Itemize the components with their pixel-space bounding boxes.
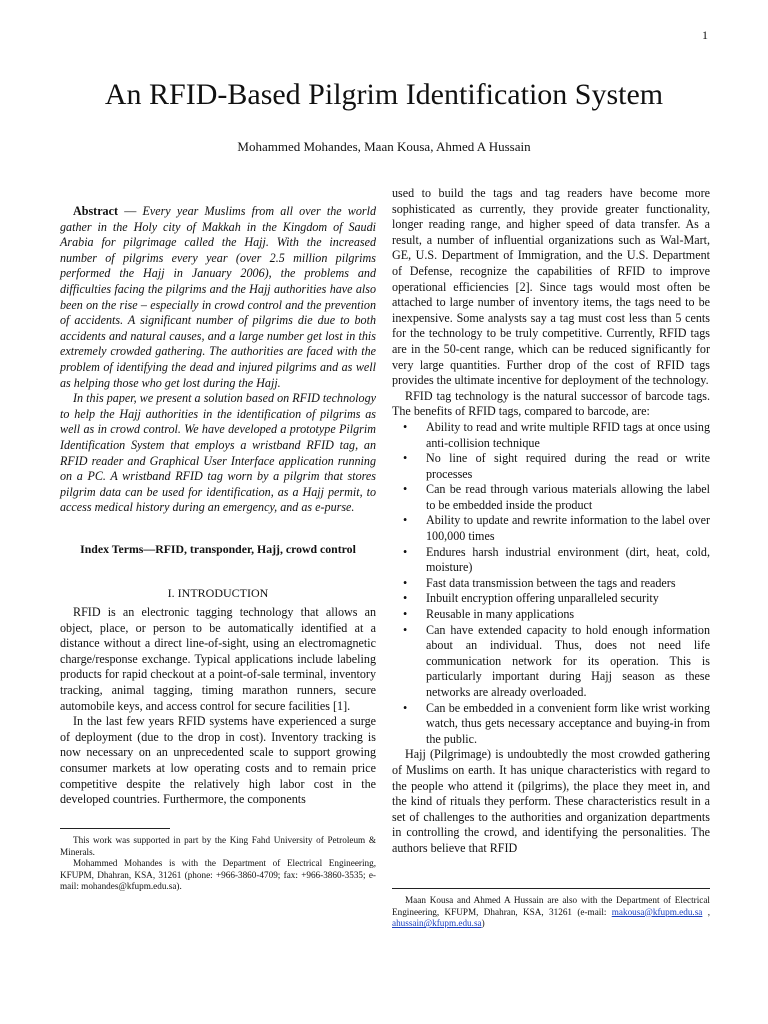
- list-item: • Fast data transmission between the tags and readers: [392, 576, 710, 592]
- footnote-right: [392, 895, 710, 930]
- list-item: • Endures harsh industrial environment (dirt, heat, cold, moisture): [392, 545, 710, 576]
- list-item: • Ability to update and rewrite information to the label over 100,000 times: [392, 513, 710, 544]
- abstract-text-1: Every year Muslims from all over the world gather in the Holy city of Makkah in the Kingdom of Saudi Arabia for pilgrimage called the Hajj. With the increased number of pilgrims every year (over 2.5 million pilgrims performed the Hajj in January 2006), the problems and difficulties facing the pilgrims and the Hajj authorities have also been on the rise – especially in crowd control and the prevention of accidents. A significant number of pilgrims die due to both accidents and natural causes, and a large number get lost in this extremely crowded gathering. The authorities are faced with the problem of identifying the dead and injured pilgrims and as well as helping those who get lost during the Hajj.: [60, 204, 377, 390]
- footnote-authors-2-3: [392, 895, 710, 930]
- abstract-dash: —: [118, 204, 143, 218]
- email-link-2[interactable]: ahussain@kfupm.edu.sa: [392, 918, 482, 929]
- footnote-left: [60, 835, 376, 893]
- abstract-lead: Abstract: [73, 204, 119, 218]
- abstract-paragraph-1: [60, 204, 376, 391]
- list-item: • Can have extended capacity to hold enough information about an individual. Thus, does not need life communication network for its operation. This is particularly important during Hajj season as these networks are already overloaded.: [392, 623, 710, 701]
- email-separator: ,: [702, 906, 710, 917]
- list-item: • Inbuilt encryption offering unparalleled security: [392, 591, 710, 607]
- intro-paragraph-2: In the last few years RFID systems have experienced a surge of deployment (due to the drop in cost). Inventory tracking is now necessary on an unprecedented scale to support growing consumer markets at low operating costs and to remain price competitive despite the relatively high labor cost in the developed countries. Furthermore, the components: [60, 714, 376, 807]
- right-paragraph-3: Hajj (Pilgrimage) is undoubtedly the most crowded gathering of Muslims on earth. It has unique characteristics with regard to the people who attend it (pilgrims), the place they meet in, and the kind of rituals they perform. These characteristics result in a set of challenges to the authorities and organization departments in controlling the crowd, and identifying the personalities. The authors believe that RFID: [392, 747, 710, 855]
- page-number: 1: [702, 28, 708, 42]
- right-column: [392, 186, 710, 857]
- footnote-support: This work was supported in part by the King Fahd University of Petroleum & Minerals.: [60, 835, 376, 857]
- footnote-rule-right: [392, 888, 710, 889]
- index-terms: Index Terms—RFID, transponder, Hajj, crowd control: [80, 542, 356, 556]
- footnote-rule-left: [60, 828, 170, 829]
- introduction: [60, 605, 376, 808]
- paper-title: An RFID-Based Pilgrim Identification System: [104, 78, 664, 111]
- footnote-right-text: Maan Kousa and Ahmed A Hussain are also with the Department of Electrical Engineering, KFUPM, Dhahran, KSA, 31261 (e-mail:: [392, 895, 710, 917]
- right-paragraph-2: RFID tag technology is the natural successor of barcode tags. The benefits of RFID tags, compared to barcode, are:: [392, 388, 710, 419]
- author-list: Mohammed Mohandes, Maan Kousa, Ahmed A Hussain: [237, 139, 531, 154]
- footnote-author-1: Mohammed Mohandes is with the Department of Electrical Engineering, KFUPM, Dhahran, KSA, 31261 (phone: +966-3860-4709; fax: +966-3860-3535; e-mail: mohandes@kfupm.edu.sa).: [60, 858, 376, 892]
- email-link-1[interactable]: makousa@kfupm.edu.sa: [611, 906, 703, 917]
- list-item: • Ability to read and write multiple RFID tags at once using anti-collision technique: [392, 420, 710, 451]
- list-item: • No line of sight required during the read or write processes: [392, 451, 710, 482]
- abstract: [60, 204, 376, 516]
- list-item: • Can be read through various materials allowing the label to be embedded inside the product: [392, 482, 710, 513]
- abstract-paragraph-2: In this paper, we present a solution based on RFID technology to help the Hajj authorities in the identification of pilgrims as well as in crowd control. We have developed a prototype Pilgrim Identification System that employs a wristband RFID tag, an RFID reader and Graphical User Interface application running on a PC. A wristband RFID tag worn by a pilgrim that stores pilgrim data can be used for identification, as a Hajj permit, to access medical history during an emergency, and as e-purse.: [60, 391, 376, 515]
- list-item: • Reusable in many applications: [392, 607, 710, 623]
- section-heading: I. INTRODUCTION: [167, 586, 269, 600]
- right-paragraph-1: used to build the tags and tag readers have become more sophisticated as currently, they provide greater functionality, longer reading range, and higher speed of data transfer. As a result, a number of influential organizations such as Wal-Mart, GE, U.S. Department of Immigration, and the U.S. Department of Defense, recognize the capabilities of RFID to improve operational efficiencies [2]. Since tags would most often be attached to large number of inventory items, the tags need to be inexpensive. Some analysts say a tag must cost less than 5 cents for the technology to be truly competitive. Currently, RFID tags are in the 50-cent range, which can be reduced significantly for very large quantities. Further drop of the cost of RFID tags provides the ultimate incentive for deployment of the technology.: [392, 186, 710, 388]
- benefits-list: [392, 420, 710, 747]
- intro-paragraph-1: RFID is an electronic tagging technology that allows an object, place, or person to be automatically identified at a distance without a direct line-of-sight, using an electromagnetic charge/response exchange. Typical applications include labeling products for rapid checkout at a point-of-sale terminal, inventory tracking, animal tagging, timing marathon runners, secure automobile keys, and access control for secure facilities [1].: [60, 605, 376, 713]
- footnote-close: ): [481, 918, 485, 929]
- list-item: • Can be embedded in a convenient form like wrist working watch, thus gets necessary acceptance and buying-in from the public.: [392, 701, 710, 748]
